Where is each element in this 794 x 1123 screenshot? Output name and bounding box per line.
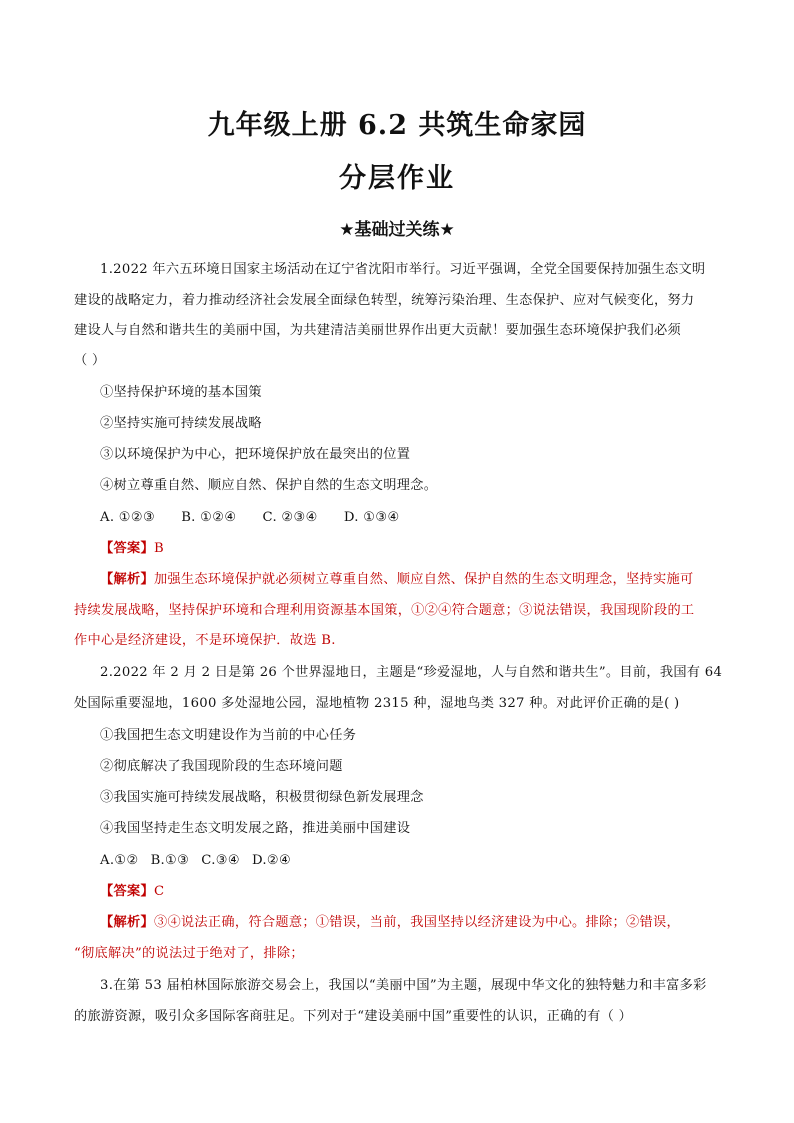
q1-answer — [100, 539, 750, 559]
q2-option-a: A.①② — [100, 853, 139, 868]
q1-answer-value: B — [153, 541, 164, 556]
q2-option-c: C.③④ — [201, 853, 240, 868]
q1-stem-line-2: 建设的战略定力，着力推动经济社会发展全面绿色转型，统筹污染治理、生态保护、应对气候变化，努力 — [74, 293, 695, 308]
q2-analysis-line-2: “彻底解决”的说法过于绝对了，排除； — [74, 946, 304, 961]
q2-analysis-tag: 【解析】 — [100, 915, 154, 930]
q3-stem-line-2: 的旅游资源，吸引众多国际客商驻足。下列对于“建设美丽中国”重要性的认识，正确的有（ ） — [74, 1009, 633, 1024]
q2-item-1: ①我国把生态文明建设作为当前的中心任务 — [100, 728, 357, 743]
q1-analysis-line-1 — [100, 570, 750, 590]
q2-options — [100, 851, 750, 871]
q1-option-d: D. ①③④ — [343, 510, 400, 525]
q1-option-c: C. ②③④ — [262, 510, 318, 525]
q2-answer-tag: 【答案】 — [100, 884, 154, 899]
q1-item-1: ①坚持保护环境的基本国策 — [100, 385, 262, 400]
q1-item-4: ④树立尊重自然、顺应自然、保护自然的生态文明理念。 — [100, 478, 438, 493]
q2-item-3: ③我国实施可持续发展战略，积极贯彻绿色新发展理念 — [100, 790, 424, 805]
q2-answer — [100, 882, 750, 902]
q1-option-a: A. ①②③ — [100, 510, 156, 525]
q2-answer-value: C — [153, 884, 165, 899]
q1-item-2: ②坚持实施可持续发展战略 — [100, 416, 262, 431]
q1-stem-line-1: 1.2022 年六五环境日国家主场活动在辽宁省沈阳市举行。习近平强调，全党全国要保持加强生态文明 — [100, 262, 706, 277]
q1-analysis-tag: 【解析】 — [100, 572, 154, 587]
q2-analysis-line-1 — [100, 913, 750, 933]
q3-stem-line-1: 3.在第 53 届柏林国际旅游交易会上，我国以“美丽中国”为主题，展现中华文化的独特魅力和丰富多彩 — [100, 978, 707, 993]
document-subtitle: 分层作业 — [339, 163, 455, 194]
q2-option-b: B.①③ — [150, 853, 190, 868]
q1-stem-line-4: （ ） — [74, 353, 106, 368]
q2-analysis-text-1: ③④说法正确，符合题意；①错误，当前，我国坚持以经济建设为中心。排除；②错误， — [153, 915, 680, 930]
q2-option-d: D.②④ — [251, 853, 292, 868]
q2-item-2: ②彻底解决了我国现阶段的生态环境问题 — [100, 759, 343, 774]
q1-analysis-text-1: 加强生态环境保护就必须树立尊重自然、顺应自然、保护自然的生态文明理念，坚持实施可 — [153, 572, 694, 587]
q2-stem-line-1: 2.2022 年 2 月 2 日是第 26 个世界湿地日，主题是“珍爱湿地，人与自然和谐共生”。目前，我国有 64 — [100, 665, 723, 680]
q1-analysis-line-3: 作中心是经济建设，不是环境保护．故选 B. — [74, 633, 336, 648]
q1-item-3: ③以环境保护为中心，把环境保护放在最突出的位置 — [100, 447, 411, 462]
q1-stem-line-3: 建设人与自然和谐共生的美丽中国，为共建清洁美丽世界作出更大贡献！要加强生态环境保护我们必须 — [74, 323, 681, 338]
q2-item-4: ④我国坚持走生态文明发展之路，推进美丽中国建设 — [100, 821, 411, 836]
q2-stem-line-2: 处国际重要湿地，1600 多处湿地公园，湿地植物 2315 种，湿地鸟类 327 种。对此评价正确的是( ) — [74, 696, 680, 711]
q1-option-b: B. ①②④ — [181, 510, 237, 525]
q1-options — [100, 508, 750, 528]
section-heading: ★基础过关练★ — [339, 220, 455, 240]
document-title: 九年级上册 6.2 共筑生命家园 — [207, 110, 587, 141]
q1-answer-tag: 【答案】 — [100, 541, 154, 556]
q1-analysis-line-2: 持续发展战略，坚持保护环境和合理利用资源基本国策，①②④符合题意；③说法错误，我国现阶段的工 — [74, 603, 695, 618]
